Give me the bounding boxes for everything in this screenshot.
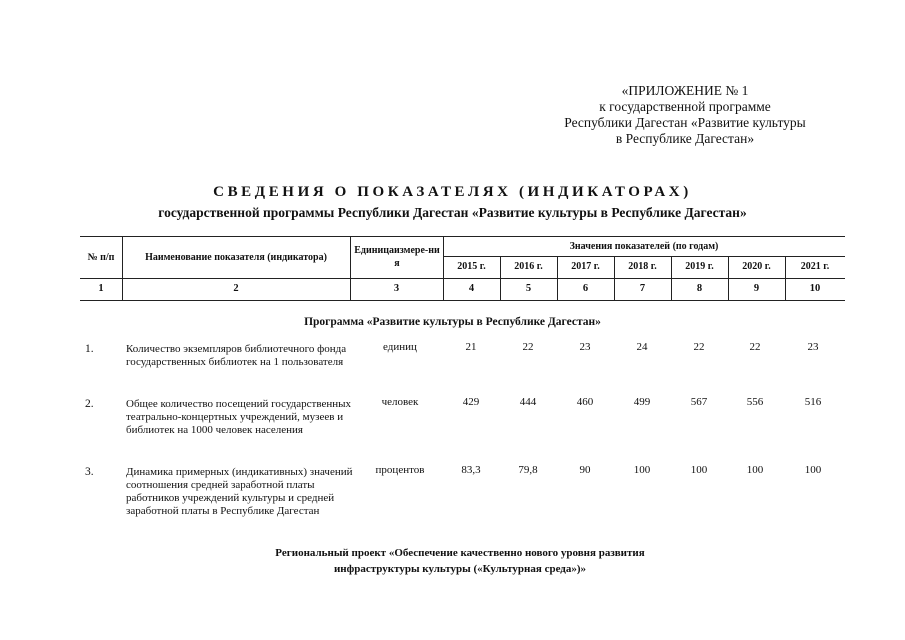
row-indicator-name: Количество экземпляров библиотечного фонда государственных библиотек на 1 пользователя	[126, 343, 347, 368]
row-indicator-name: Общее количество посещений государственных театрально-концертных учреждений, музеев и библиотек на 1000 человек населения	[126, 398, 352, 436]
column-number: 10	[809, 283, 821, 294]
table-rule-header-bottom	[80, 278, 845, 279]
column-number: 5	[525, 283, 532, 294]
header-unit: Единицаизмере-ния	[354, 245, 440, 269]
section-regional-project-line-1: Региональный проект «Обеспечение качественно нового уровня развития	[275, 547, 645, 559]
header-name: Наименование показателя (индикатора)	[145, 252, 327, 263]
header-year: 2015 г.	[457, 261, 486, 272]
row-value: 79,8	[518, 464, 538, 476]
row-value: 556	[746, 396, 764, 408]
column-number: 3	[393, 283, 400, 294]
header-num: № п/п	[87, 252, 115, 263]
row-number: 1.	[85, 343, 94, 355]
row-value: 22	[693, 341, 705, 353]
row-value: 100	[804, 464, 822, 476]
section-regional-project-line-2: инфраструктуры культуры («Культурная среда»)»	[333, 563, 587, 575]
header-year: 2021 г.	[800, 261, 830, 272]
row-indicator-name: Динамика примерных (индикативных) значений соотношения средней заработной платы работников учреждений культуры и средней заработной платы в Республике Дагестан	[126, 466, 353, 517]
row-value: 23	[579, 341, 591, 353]
appendix-heading	[540, 83, 830, 147]
row-value: 429	[462, 396, 480, 408]
header-year: 2020 г.	[742, 261, 771, 272]
row-value: 90	[579, 464, 591, 476]
table-rule-top	[80, 236, 845, 237]
header-values: Значения показателей (по годам)	[569, 241, 719, 252]
column-number: 9	[753, 283, 760, 294]
row-unit: процентов	[375, 464, 425, 476]
row-value: 21	[465, 341, 477, 353]
appendix-line-1: «ПРИЛОЖЕНИЕ № 1	[621, 83, 749, 98]
appendix-line-2: к государственной программе	[599, 99, 771, 114]
row-value: 22	[749, 341, 761, 353]
table-rule-numbers-bottom	[80, 300, 845, 301]
row-value: 83,3	[461, 464, 481, 476]
row-unit: единиц	[383, 341, 417, 353]
header-year: 2016 г.	[514, 261, 543, 272]
header-year: 2019 г.	[685, 261, 714, 272]
row-value: 460	[576, 396, 594, 408]
row-value: 499	[633, 396, 651, 408]
row-value: 100	[633, 464, 651, 476]
column-number: 8	[696, 283, 703, 294]
row-number: 2.	[85, 398, 94, 410]
column-number: 6	[582, 283, 589, 294]
column-number: 1	[98, 283, 104, 294]
row-value: 567	[690, 396, 708, 408]
row-value: 24	[636, 341, 648, 353]
section-program-title: Программа «Развитие культуры в Республике Дагестан»	[304, 316, 601, 328]
document-subtitle: государственной программы Республики Дагестан «Развитие культуры в Республике Дагестан»	[158, 205, 747, 220]
row-value: 444	[519, 396, 537, 408]
row-unit: человек	[381, 396, 419, 408]
appendix-line-4: в Республике Дагестан»	[615, 131, 755, 146]
document-title: СВЕДЕНИЯ О ПОКАЗАТЕЛЯХ (ИНДИКАТОРАХ)	[213, 184, 692, 200]
row-number: 3.	[85, 466, 94, 478]
appendix-line-3: Республики Дагестан «Развитие культуры	[564, 115, 806, 130]
row-value: 100	[746, 464, 764, 476]
column-number: 4	[468, 283, 475, 294]
header-year: 2018 г.	[628, 261, 657, 272]
row-value: 516	[804, 396, 822, 408]
row-value: 22	[522, 341, 534, 353]
row-value: 100	[690, 464, 708, 476]
row-value: 23	[807, 341, 819, 353]
column-number: 2	[233, 283, 239, 294]
column-number: 7	[639, 283, 646, 294]
section-regional-project-title	[200, 545, 720, 577]
header-year: 2017 г.	[571, 261, 600, 272]
